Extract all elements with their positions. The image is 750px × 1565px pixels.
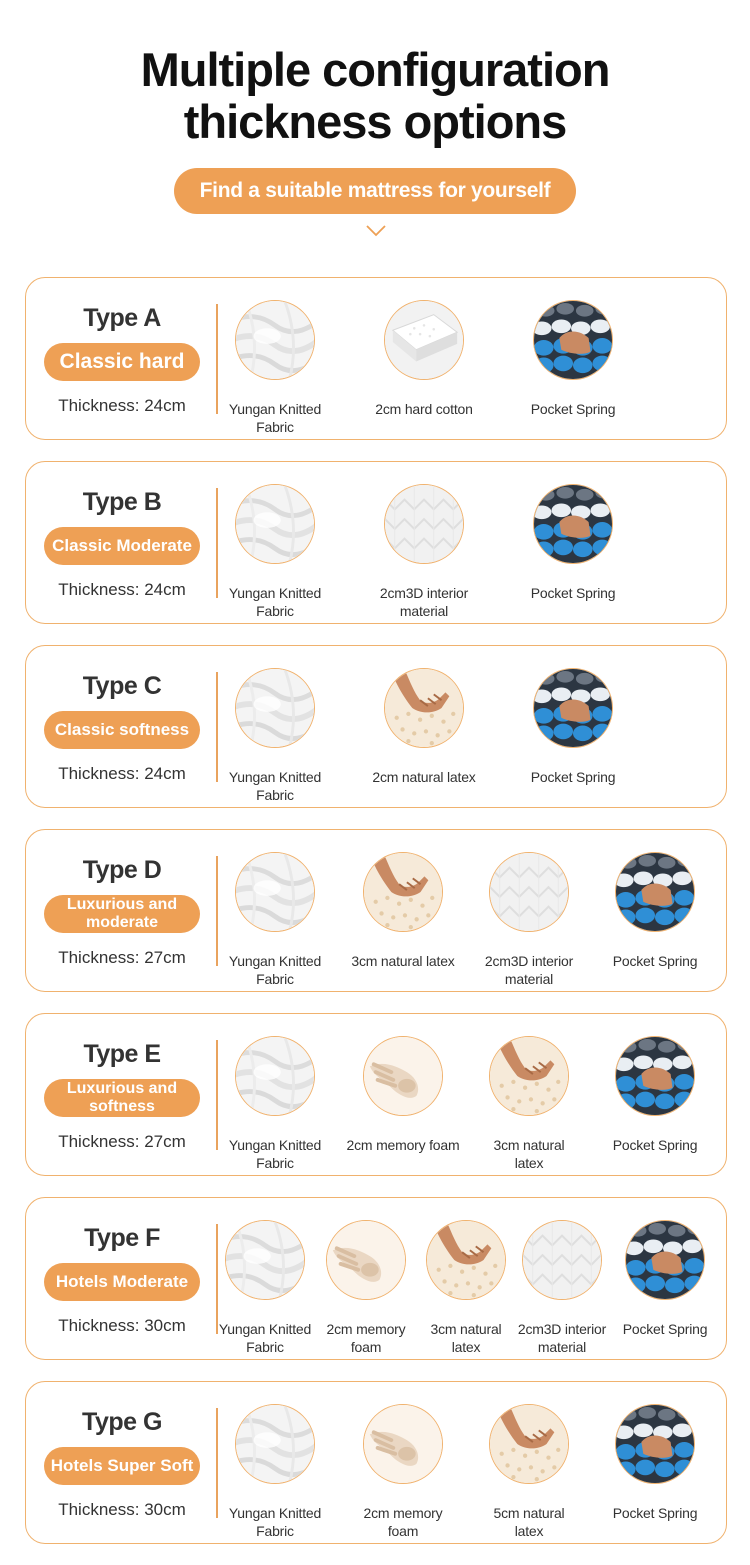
type-label: Type A	[83, 304, 161, 332]
type-badge: Classic Moderate	[44, 527, 200, 565]
config-card[interactable]	[25, 1197, 727, 1360]
knitted-fabric-icon	[235, 668, 315, 748]
material-label-line-1: Yungan Knitted	[228, 953, 322, 969]
material-label-line-2: Fabric	[256, 603, 294, 619]
type-label: Type B	[82, 488, 162, 516]
material-label-line-1: Yungan Knitted	[228, 401, 322, 417]
material-item	[215, 300, 335, 436]
material-item	[215, 484, 335, 620]
material-label-line-2: Fabric	[256, 1155, 294, 1171]
thickness-label: Thickness: 24cm	[58, 764, 186, 783]
material-label	[316, 1320, 416, 1356]
material-item	[316, 1220, 416, 1356]
thickness-label: Thickness: 27cm	[58, 1132, 186, 1151]
thickness-label: Thickness: 30cm	[58, 1316, 186, 1335]
material-label	[215, 1320, 315, 1356]
config-card[interactable]	[25, 1013, 727, 1176]
material-label-line-2: material	[399, 603, 449, 619]
material-item	[469, 1036, 589, 1172]
config-card[interactable]	[25, 829, 727, 992]
pocket-spring-icon	[625, 1220, 705, 1300]
knitted-fabric-icon	[235, 484, 315, 564]
thickness-label: Thickness: 24cm	[58, 580, 186, 599]
material-label-line-1: Pocket Spring	[612, 953, 698, 969]
material-item	[215, 852, 335, 988]
material-label-line-2: foam	[350, 1339, 382, 1355]
chevron-down-icon	[366, 224, 386, 238]
material-item	[595, 1404, 715, 1522]
material-label-line-1: 5cm natural	[493, 1505, 565, 1521]
knitted-fabric-icon	[235, 852, 315, 932]
type-label: Type C	[82, 672, 162, 700]
material-label-line-1: 3cm natural	[430, 1321, 502, 1337]
material-label	[215, 1504, 335, 1540]
card-summary	[26, 830, 218, 991]
type-badge: Hotels Moderate	[44, 1263, 200, 1301]
material-label-line-1: Pocket Spring	[622, 1321, 708, 1337]
material-label	[364, 584, 484, 620]
pocket-spring-icon	[533, 484, 613, 564]
material-label-line-1: Pocket Spring	[530, 769, 616, 785]
material-label	[215, 400, 335, 436]
config-card[interactable]	[25, 277, 727, 440]
material-label-line-2: Fabric	[256, 419, 294, 435]
material-label-line-1: Pocket Spring	[612, 1137, 698, 1153]
memory-foam-icon	[363, 1404, 443, 1484]
material-item	[364, 668, 484, 786]
knitted-fabric-icon	[235, 300, 315, 380]
type-badge: Luxurious and softness	[44, 1079, 200, 1117]
material-label	[343, 952, 463, 970]
material-item	[513, 668, 633, 786]
material-label-line-1: 2cm hard cotton	[375, 401, 473, 417]
material-item	[512, 1220, 612, 1356]
material-item	[343, 852, 463, 970]
card-summary	[26, 278, 218, 439]
type-badge: Hotels Super Soft	[44, 1447, 200, 1485]
material-label	[215, 952, 335, 988]
material-label	[512, 1320, 612, 1356]
material-label-line-1: 2cm memory	[363, 1505, 443, 1521]
pocket-spring-icon	[615, 1404, 695, 1484]
material-label-line-1: Yungan Knitted	[218, 1321, 312, 1337]
knitted-fabric-icon	[235, 1036, 315, 1116]
material-label	[469, 952, 589, 988]
hard-cotton-icon	[384, 300, 464, 380]
material-item	[343, 1036, 463, 1154]
title-line-1: Multiple configuration	[140, 43, 610, 96]
material-label-line-1: 2cm memory foam	[346, 1137, 460, 1153]
material-label	[343, 1136, 463, 1154]
material-item	[595, 852, 715, 970]
type-label: Type F	[84, 1224, 160, 1252]
natural-latex-icon	[489, 1404, 569, 1484]
material-item	[469, 1404, 589, 1540]
material-label-line-1: Yungan Knitted	[228, 1137, 322, 1153]
type-badge: Classic hard	[44, 343, 200, 381]
material-label	[615, 1320, 715, 1338]
type-badge: Classic softness	[44, 711, 200, 749]
material-item	[215, 1220, 315, 1356]
card-summary	[26, 1198, 218, 1359]
material-item	[364, 300, 484, 418]
material-label-line-2: latex	[451, 1339, 481, 1355]
material-label	[513, 400, 633, 418]
material-label	[364, 400, 484, 418]
subtitle-pill: Find a suitable mattress for yourself	[174, 168, 576, 214]
material-label-line-2: foam	[387, 1523, 419, 1539]
material-label	[215, 768, 335, 804]
material-label	[513, 584, 633, 602]
config-card[interactable]	[25, 1381, 727, 1544]
natural-latex-icon	[384, 668, 464, 748]
material-label-line-1: 2cm3D interior	[379, 585, 469, 601]
material-label	[595, 1136, 715, 1154]
material-label-line-1: Pocket Spring	[530, 401, 616, 417]
material-label	[595, 952, 715, 970]
material-item	[469, 852, 589, 988]
material-label-line-1: Yungan Knitted	[228, 1505, 322, 1521]
card-summary	[26, 1014, 218, 1175]
material-label-line-2: latex	[514, 1523, 544, 1539]
material-label-line-1: 2cm3D interior	[484, 953, 574, 969]
material-label-line-2: Fabric	[256, 1523, 294, 1539]
natural-latex-icon	[363, 852, 443, 932]
material-label-line-2: Fabric	[246, 1339, 284, 1355]
pocket-spring-icon	[615, 852, 695, 932]
material-item	[215, 1036, 335, 1172]
memory-foam-icon	[326, 1220, 406, 1300]
type-label: Type D	[82, 856, 162, 884]
material-label-line-1: Yungan Knitted	[228, 585, 322, 601]
pocket-spring-icon	[615, 1036, 695, 1116]
memory-foam-icon	[363, 1036, 443, 1116]
material-label	[215, 1136, 335, 1172]
3d-interior-icon	[489, 852, 569, 932]
knitted-fabric-icon	[235, 1404, 315, 1484]
material-label-line-1: Pocket Spring	[612, 1505, 698, 1521]
material-label	[595, 1504, 715, 1522]
thickness-label: Thickness: 30cm	[58, 1500, 186, 1519]
material-label-line-2: latex	[514, 1155, 544, 1171]
material-label	[513, 768, 633, 786]
title-line-2: thickness options	[183, 95, 567, 148]
material-item	[595, 1036, 715, 1154]
material-item	[215, 1404, 335, 1540]
material-label	[343, 1504, 463, 1540]
material-label-line-1: 2cm memory	[326, 1321, 406, 1337]
natural-latex-icon	[426, 1220, 506, 1300]
material-label-line-1: 3cm natural latex	[351, 953, 455, 969]
config-card[interactable]	[25, 461, 727, 624]
material-label	[215, 584, 335, 620]
3d-interior-icon	[384, 484, 464, 564]
material-label-line-1: 2cm3D interior	[517, 1321, 607, 1337]
material-label-line-2: Fabric	[256, 787, 294, 803]
thickness-label: Thickness: 27cm	[58, 948, 186, 967]
material-label-line-1: 3cm natural	[493, 1137, 565, 1153]
material-label-line-1: 2cm natural latex	[372, 769, 476, 785]
material-label-line-1: Pocket Spring	[530, 585, 616, 601]
material-item	[513, 300, 633, 418]
3d-interior-icon	[522, 1220, 602, 1300]
card-summary	[26, 1382, 218, 1543]
material-item	[615, 1220, 715, 1338]
knitted-fabric-icon	[225, 1220, 305, 1300]
config-card[interactable]	[25, 645, 727, 808]
material-item	[364, 484, 484, 620]
material-label-line-2: material	[504, 971, 554, 987]
material-label-line-1: Yungan Knitted	[228, 769, 322, 785]
natural-latex-icon	[489, 1036, 569, 1116]
material-label	[416, 1320, 516, 1356]
thickness-label: Thickness: 24cm	[58, 396, 186, 415]
card-summary	[26, 462, 218, 623]
pocket-spring-icon	[533, 668, 613, 748]
type-badge: Luxurious and moderate	[44, 895, 200, 933]
material-label	[469, 1504, 589, 1540]
material-label	[364, 768, 484, 786]
material-item	[513, 484, 633, 602]
page-title	[0, 44, 750, 148]
material-item	[215, 668, 335, 804]
pocket-spring-icon	[533, 300, 613, 380]
card-summary	[26, 646, 218, 807]
material-item	[343, 1404, 463, 1540]
material-label	[469, 1136, 589, 1172]
material-item	[416, 1220, 516, 1356]
material-label-line-2: Fabric	[256, 971, 294, 987]
type-label: Type E	[83, 1040, 161, 1068]
type-label: Type G	[82, 1408, 162, 1436]
material-label-line-2: material	[537, 1339, 587, 1355]
